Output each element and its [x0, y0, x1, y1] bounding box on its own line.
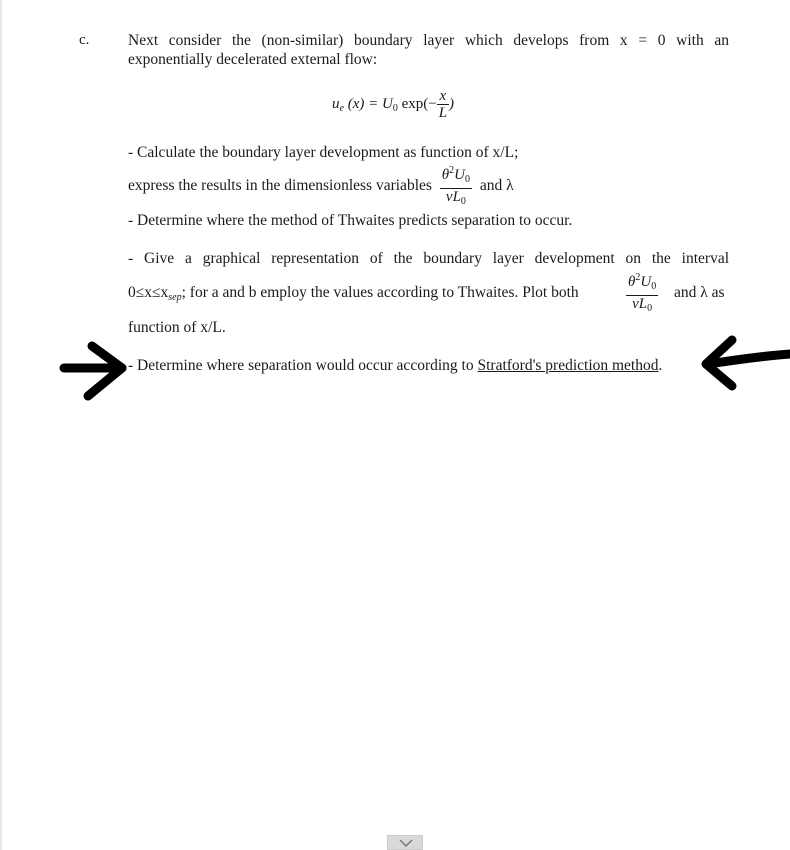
eq-lhs-sub: e [339, 102, 344, 114]
dv2-u-sub: 0 [651, 281, 657, 292]
dv-sup: 2 [449, 165, 455, 176]
bullet-give-line-1: - Give a graphical representation of the boundary layer development on the interval [128, 250, 729, 267]
give-interval: 0≤x≤x [128, 284, 169, 301]
arrow-left-annotation-icon [696, 332, 790, 394]
express-suffix: and λ [479, 177, 514, 195]
dv2-den [626, 296, 658, 317]
give-line-2-tail: and λ as [674, 284, 725, 301]
dimensionless-fraction [440, 163, 472, 210]
express-prefix: express the results in the dimensionless variables [128, 177, 432, 195]
dv-den-sub: 0 [460, 196, 466, 207]
eq-lhs: u [332, 95, 340, 112]
item-letter: c. [79, 32, 90, 48]
dv-theta: θ [441, 167, 450, 183]
page-left-border [0, 0, 2, 850]
stratford-prefix: - Determine where separation would occur according to [128, 357, 478, 374]
eq-func: exp(− [401, 95, 437, 112]
eq-close: ) [449, 95, 455, 112]
arrow-right-annotation-icon [58, 338, 132, 404]
scroll-down-tab[interactable] [387, 835, 423, 850]
dv2-theta: θ [628, 274, 636, 290]
dv2-nu-l: νL [632, 296, 648, 312]
dv2-num [626, 270, 658, 296]
eq-u-sub: 0 [392, 102, 398, 114]
bullet-function-of: function of x/L. [128, 319, 226, 336]
stratford-link[interactable]: Stratford's prediction method [477, 357, 659, 374]
dv-num [440, 163, 472, 189]
eq-frac-num: x [437, 88, 449, 105]
eq-arg: (x) = U [347, 95, 393, 112]
give-sep-sub: sep [168, 292, 182, 303]
stratford-suffix: . [658, 357, 663, 374]
dv-nu-l: νL [445, 189, 461, 205]
dv-u-sub: 0 [465, 174, 471, 185]
intro-line-1: Next consider the (non-similar) boundary layer which develops from x = 0 with an [128, 32, 729, 49]
dv-den [440, 189, 472, 210]
dimensionless-fraction-2 [626, 270, 658, 317]
external-flow-equation [332, 88, 454, 121]
chevron-down-icon [399, 839, 413, 848]
dv-u: U [454, 167, 466, 183]
give-rest: ; for a and b employ the values according to Thwaites. Plot both [181, 284, 579, 301]
intro-line-2: exponentially decelerated external flow: [128, 51, 378, 68]
bullet-calculate: - Calculate the boundary layer development as function of x/L; [128, 144, 519, 161]
bullet-express [128, 163, 729, 210]
dv2-u: U [640, 274, 652, 290]
bullet-determine-thwaites: - Determine where the method of Thwaites predicts separation to occur. [128, 212, 573, 229]
eq-frac-den: L [438, 105, 448, 121]
dv2-sup: 2 [635, 272, 641, 283]
dv2-den-sub: 0 [647, 303, 653, 314]
give-line-2-text [128, 283, 579, 307]
eq-fraction [437, 88, 449, 121]
bullet-stratford [128, 356, 729, 375]
